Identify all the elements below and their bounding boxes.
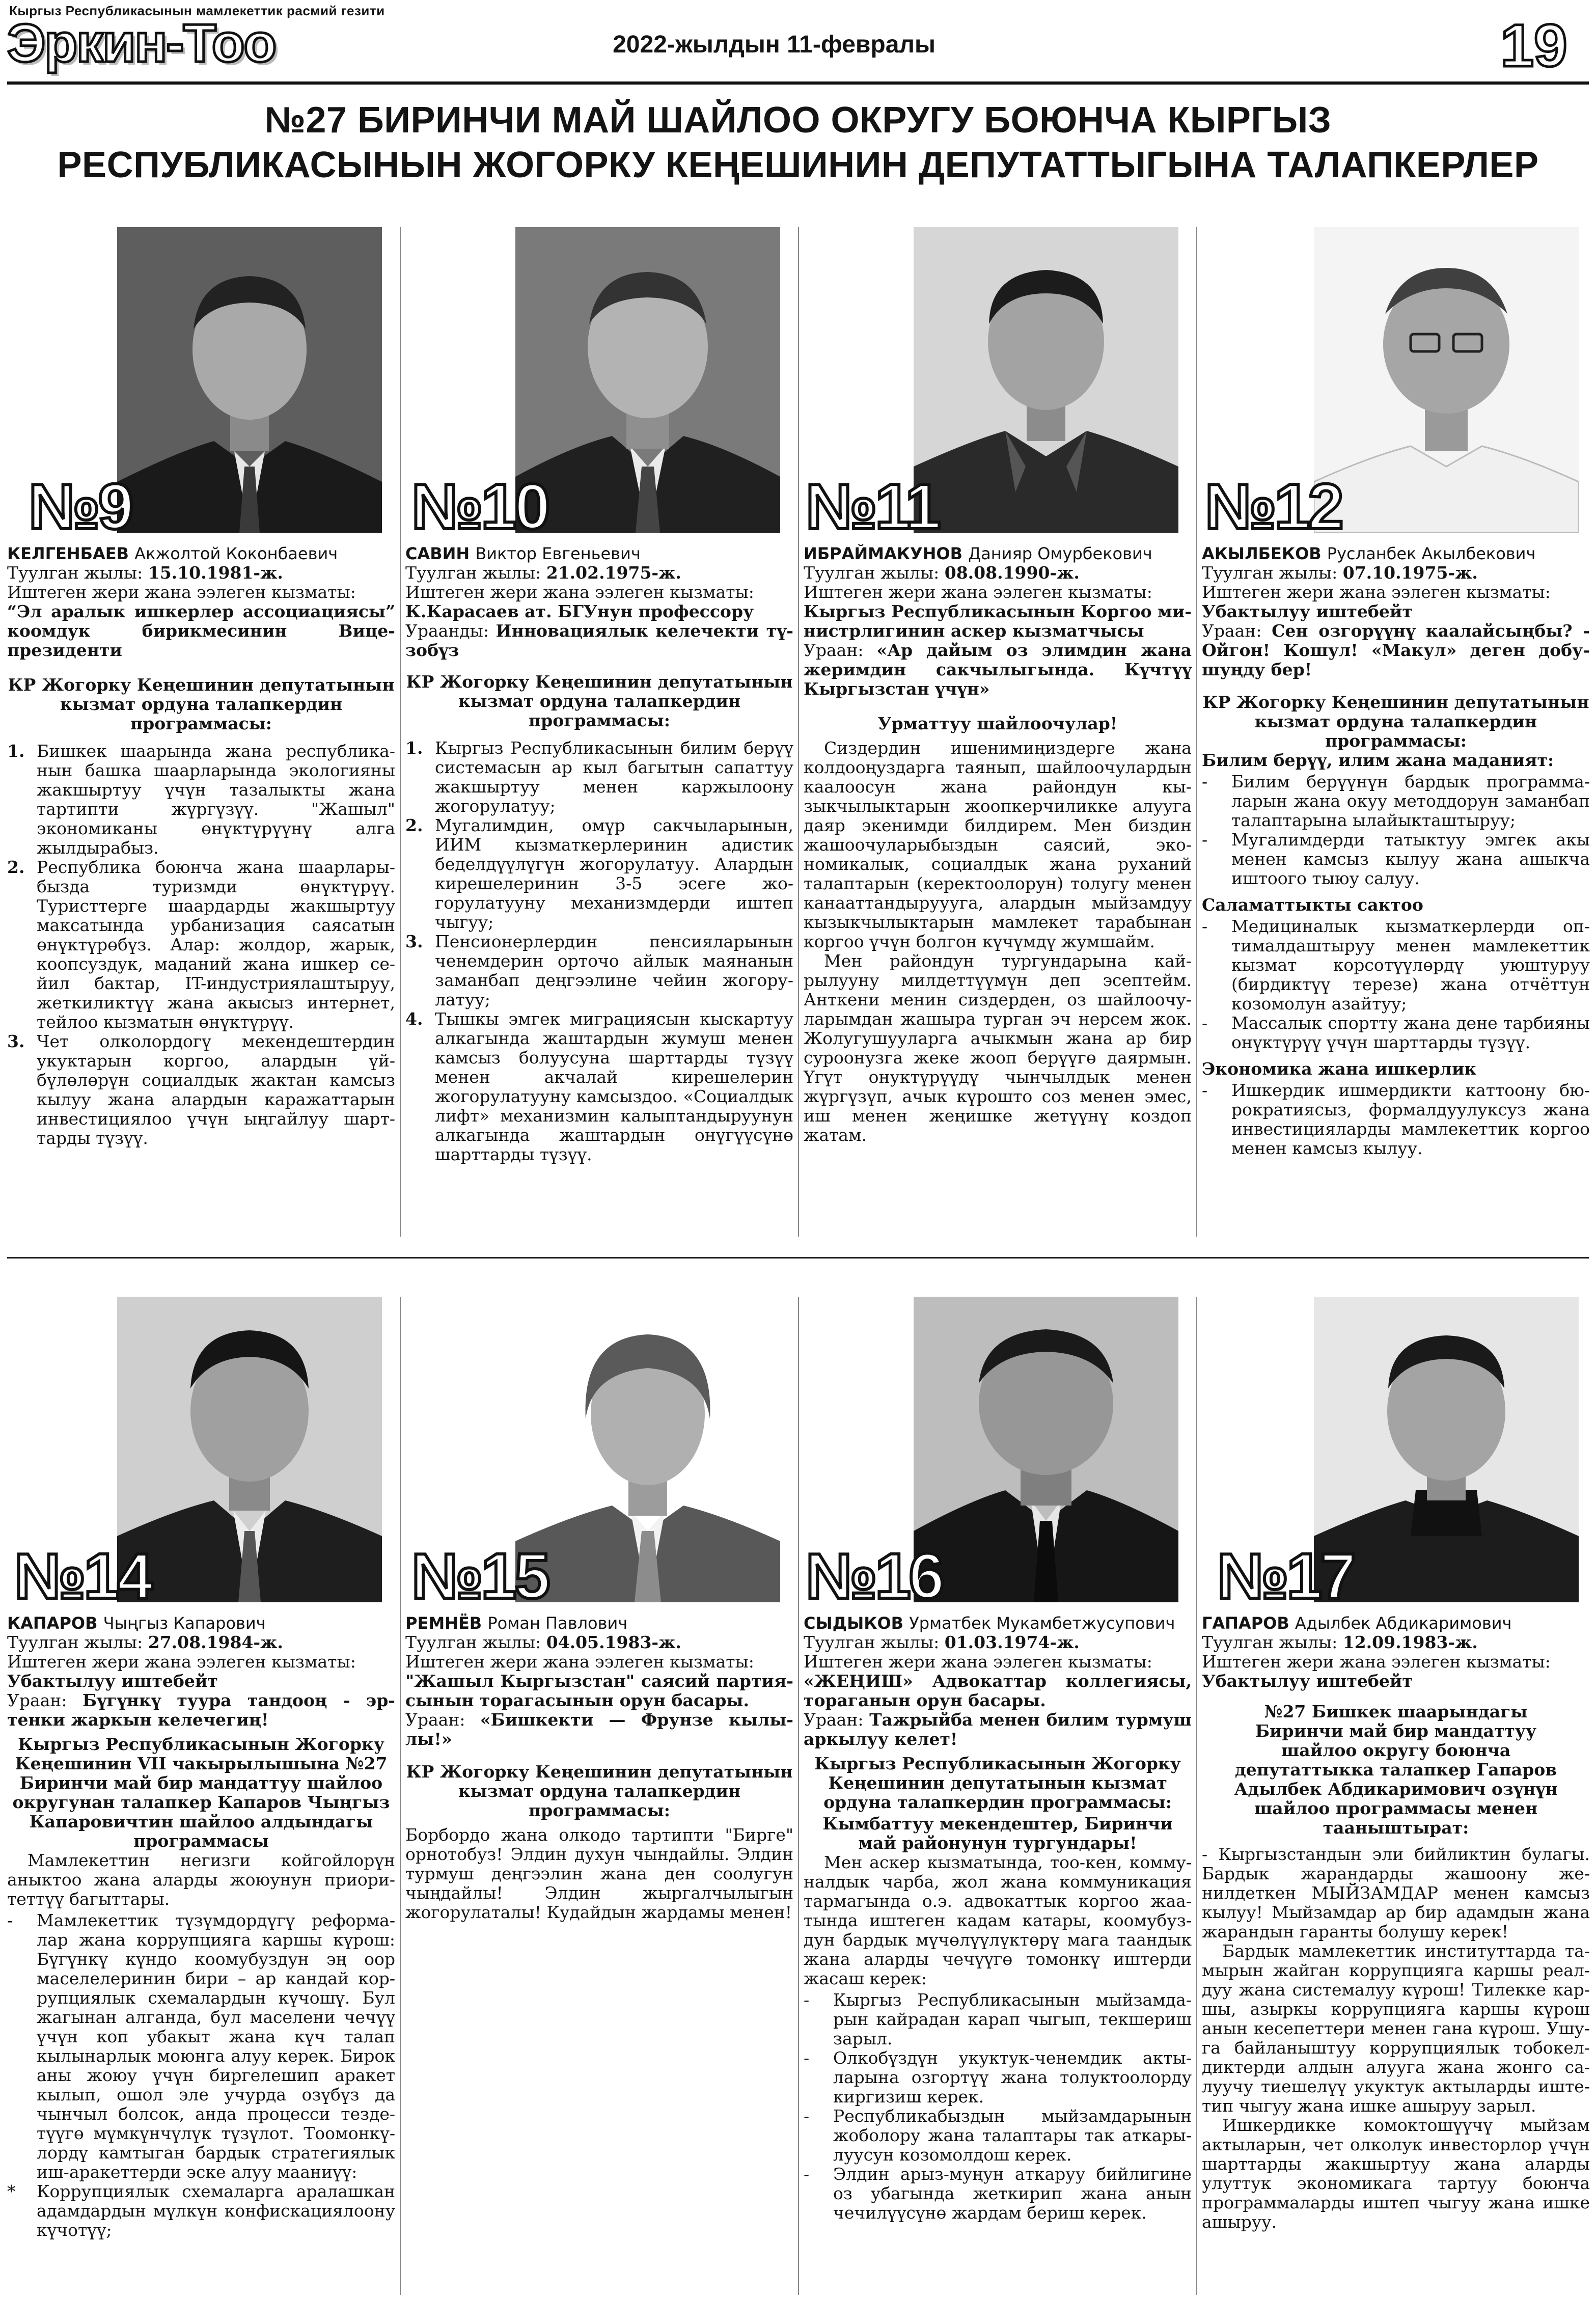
masthead <box>0 0 1596 81</box>
candidate-number: №15 <box>411 1540 548 1612</box>
column-divider <box>400 227 401 1237</box>
candidate-name: ГАПАРОВ Адылбек Абдикаримович <box>1202 1614 1512 1633</box>
masthead-subtitle: Кыргыз Республикасынын мамлекеттик расмий гезити <box>9 3 385 18</box>
candidate-number: №9 <box>29 471 132 542</box>
candidate-number: №14 <box>14 1540 151 1612</box>
workplace: Убактылуу иштебейт <box>7 1671 218 1691</box>
body-paragraph: Мамлекеттин негизги койгойлорүн аныктоо жана аларды жоюунун приоритеттүү багыттары. <box>7 1850 395 1909</box>
list-item: - Мамлекеттик түзүмдордүгү реформалар жана коррупцияга каршы күрош: Бүгүнкү күндо коомубуздун эң оор маселелеринин бири – ар кандай коррупциялык схемалардын күчошү. Бул жагынан алганда, бул маселени чечүү үчүн коп убакыт жана күч талап кылынарлык моюнга алуу керек. Бирок аны жоюу үчүн биргелешип аракет кылып, ошол эле учурда озүбүз да чынчыл болсок, анда процесси тездетүүгө мүмкүнчүлүк түзүлот. Тоомонкүлордү камтыган бардык стратегиялык иш-аракеттерди эске алуу мааниүү: <box>7 1910 395 2182</box>
list-item: - Массалык спортту жана дене тарбияны онүктүрүү үчүн шарттарды түзүү. <box>1202 1013 1590 1052</box>
candidate-photo <box>117 1297 382 1602</box>
bullet-list <box>1202 772 1590 888</box>
list-item: - Билим берүүнүн бардык программаларын жана окуу методдорун заманбап талаптарына ылайыкташтыруу; <box>1202 772 1590 830</box>
program-heading: КР Жогорку Кеңешинин депутатынын кызмат ордуна талапкердин программасы: <box>8 675 395 733</box>
birth-date: 12.09.1983-ж. <box>1342 1632 1478 1652</box>
workplace: К.Карасаев ат. БГУнун профессору <box>405 601 754 621</box>
body-paragraph: Мен аскер кызматында, тоо-кен, коммуналдык чарба, жол жана коммуникация тармагында о.э. адвокаттык коргоо жаатында иштеген кадам катары, коомубуздун бардык мүчөлүүлүктөрү мага таандык жана аларды чечүүгө томонкү иштерди жасаш керек: <box>804 1852 1192 1988</box>
list-item: - Элдин арыз-муңун аткаруу бийлигине оз убагында жеткирип жана анын чечилүүсүнө жардам бериш керек. <box>804 2164 1192 2223</box>
birth-date: 15.10.1981-ж. <box>148 563 283 583</box>
candidate-photo <box>515 1297 780 1602</box>
body-paragraph: Ишкердикке комоктошүүчү мыйзам актыларын, чет олколук инвесторлор үчүн шарттарды жакшыртуу жана аларды улуттук экономикага тартуу боюнча программаларды иштеп чыгуу жана ишке ашыруу. <box>1202 2115 1590 2232</box>
bullet-list <box>7 1911 395 2240</box>
list-item: 1. Кыргыз Республикасынын билим берүү системасын ар кыл багытын сапаттуу жакшыртуу менен каржылоону жогорулатуу; <box>405 738 793 816</box>
body-paragraph: Бардык мамлекеттик институттарда тамырын жайган коррупцияга каршы реалдуу жана системалуу күрош! Тилекке каршы, азыркы коррупцияга каршы күрош анын кесепеттери менен гана күрош. Ушуга байланыштуу коррупциялык тобокелдиктерди алдын алууга жана жонго салуучу тиешелүү укуктук актыларды иштетип чыгуу жана ишке ашыруу зарыл. <box>1202 1941 1590 2116</box>
candidate-name: ИБРАЙМАКУНОВ Данияр Омурбекович <box>804 544 1152 563</box>
bullet-list <box>1202 1081 1590 1158</box>
candidate-number: №11 <box>806 471 939 542</box>
candidate-name: СЫДЫКОВ Урматбек Мукамбетжусупович <box>804 1614 1175 1633</box>
list-item: 1. Бишкек шаарында жана республиканын башка шаарларында экологияны жакшыртуу үчүн тазалыкты жана тартипти жүргүзүү. "Жашыл" экономиканы өнүктүрүүнү алга жылдырабыз. <box>7 741 395 858</box>
page-number: 19 <box>1498 17 1570 74</box>
program-heading: Кыргыз Республикасынын Жогорку Кеңешинин VII чакырылышына №27 Биринчи май бир мандаттуу шайлоо округунан талапкер Капаров Чыңгыз Капаровичтин шайлоо алдындагы программасы <box>12 1734 390 1851</box>
column-divider <box>1196 1297 1197 2295</box>
list-item: 3. Чет олколордогү мекендештердин укуктарын коргоо, алардын үй-бүлөлөрүн социалдык жактан камсыз кылуу жана алардын каражаттарын инвестициялоо үчүн ыңгайлуу шарттарды түзүү. <box>7 1031 395 1148</box>
column-divider <box>1196 227 1197 1237</box>
workplace: Кыргыз Республикасынын Коргоо министрлигинин аскер кызматчысы <box>804 601 1192 641</box>
candidate-number: №12 <box>1205 471 1342 542</box>
candidate-name: РЕМНЁВ Роман Павлович <box>405 1614 628 1633</box>
slogan: Ураан: Сен озгорүүнү каалайсыңбы? - Ойгон! Кошул! «Макул» деген добушуңду бер! <box>1202 621 1590 679</box>
candidate-photo <box>914 1297 1178 1602</box>
birth-date: 01.03.1974-ж. <box>944 1632 1080 1652</box>
body-paragraph: - Кыргызстандын эли бийликтин булагы. Бардык жарандарды жашоону женилдеткен МЫЙЗАМДАР менен камсыз кылуу! Мыйзамдар ар бир адамдын жана жарандын гаранты болушу керек! <box>1202 1844 1590 1941</box>
list-item: - Кыргыз Республикасынын мыйзамдарын кайрадан карап чыгып, текшериш зарыл. <box>804 1990 1192 2048</box>
slogan: Ураан: Бүгүнкү туура тандооң - эртенки жаркын келечегиң! <box>7 1690 395 1730</box>
slogan: Ураанды: Инновациялык келечекти түзобүз <box>405 621 793 660</box>
issue-date: 2022-жылдын 11-февралы <box>613 31 935 58</box>
candidate-name: САВИН Виктор Евгеньевич <box>405 544 641 563</box>
slogan: Ураан: «Бишкекти — Фрунзе кылылы!» <box>405 1710 793 1749</box>
column-divider <box>400 1297 401 2295</box>
page-headline <box>51 98 1545 187</box>
program-heading: КР Жогорку Кеңешинин депутатынын кызмат ордуна талапкердин программасы: <box>406 1762 793 1820</box>
candidate-number: №17 <box>1217 1540 1354 1612</box>
program-heading: Кыргыз Республикасынын Жогорку Кеңешинин депутатынын кызмат ордуна талапкердин программасы: <box>814 1754 1181 1812</box>
list-item: - Медициналык кызматкерлерди оптималдаштыруу менен мамлекеттик кызмат корсотүүлөрдү уюштуруу (бирдиктүү терезе) жана отчёттун козомолун азайтуу; <box>1202 916 1590 1014</box>
candidate-photo <box>1314 227 1579 533</box>
program-heading: КР Жогорку Кеңешинин депутатынын кызмат ордуна талапкердин программасы: <box>406 672 793 730</box>
list-item: - Республикабыздын мыйзамдарынын жоболору жана талаптары так аткарылуусун козомолдош керек. <box>804 2106 1192 2165</box>
birth-date: 08.08.1990-ж. <box>944 563 1080 583</box>
greeting: Кымбаттуу мекендештер, Биринчи май районунун тургундары! <box>822 1814 1173 1853</box>
bullet-list <box>1202 917 1590 1052</box>
bullet-list <box>804 1990 1192 2223</box>
candidate-number: №16 <box>806 1540 943 1612</box>
birth-date: 21.02.1975-ж. <box>546 563 681 583</box>
section-heading: Билим берүү, илим жана маданият: <box>1202 750 1554 770</box>
section-divider <box>7 1257 1589 1259</box>
slogan: Ураан: «Ар дайым оз элимдин жана жеримдин сакчылыгында. Күчтүү Кыргызстан үчүн» <box>804 640 1192 699</box>
newspaper-logo: Эркин-Тоо <box>7 13 276 73</box>
candidate-photo <box>515 227 780 533</box>
greeting: Урматтуу шайлоочулар! <box>877 714 1118 733</box>
candidate-photo <box>117 227 382 533</box>
program-list <box>405 739 793 1164</box>
workplace: Убактылуу иштебейт <box>1202 1671 1413 1691</box>
list-item: - Ишкердик ишмердикти каттоону бюрократиясыз, формалдуулуксуз жана инвестицияларды мамлекеттик коргоо менен камсыз кылуу. <box>1202 1080 1590 1158</box>
candidate-number: №10 <box>411 471 548 542</box>
body-paragraph: Борбордо жана олкодо тартипти "Бирге" орнотобуз! Элдин духун чындайлы. Элдин турмуш деңгээлин жана ден соолугун чыңдайлы! Элдин жыргалчылыгын жогорулаталы! Кудайдын жардамы менен! <box>405 1825 793 1922</box>
body-paragraph: Сиздердин ишенимиңиздерге жана колдооңуздарга таянып, шайлоочулардын каалоосун жана райондун кызыкчылыктарын жоопкерчиликке алууга даяр экенимди билдирем. Мен биздин жашоочуларыбыздын саясий, экономикалык, социалдык жана руханий талаптарын (керектоолорун) толугу менен канааттандыруууга, алардын мыйзамдуу кызыкчылыктарын мамлекет тарабынан коргоо үчүн болгон күчүмдү жумшайм. <box>804 738 1192 951</box>
candidate-photo <box>914 227 1178 533</box>
section-heading: Экономика жана ишкерлик <box>1202 1059 1477 1079</box>
headline-line-2: РЕСПУБЛИКАСЫНЫН ЖОГОРКУ КЕҢЕШИНИН ДЕПУТАТТЫГЫНА ТАЛАПКЕРЛЕР <box>57 145 1539 185</box>
birth-date: 27.08.1984-ж. <box>148 1632 283 1652</box>
column-divider <box>798 1297 799 2295</box>
list-item: 4. Тышкы эмгек миграциясын кыскартуу алкагында жаштардын жумуш менен камсыз болуусуна шарттарды түзүү менен акчалай кирешелерин жогорулатууну камсыздоо. «Социалдык лифт» механизмин калыптандыруунун алкагында жаштардын онүгүүсүнө шарттарды түзүү. <box>405 1009 793 1164</box>
list-item: 2. Мугалимдин, омүр сакчыларынын, ИИМ кызматкерлеринин адистик беделдүүлүгүн жогорулатуу. Алардын кирешелеринин 3-5 эсеге жогорулатууну механизмдерди иштеп чыгуу; <box>405 815 793 932</box>
candidate-name: АКЫЛБЕКОВ Русланбек Акылбекович <box>1202 544 1536 563</box>
list-item: 2. Республика боюнча жана шаарларыбызда туризмди өнүктүрүү. Туристтерге шаардарды жакшыртуу максатында урбанизация саясатын өнүктүрөбүз. Алар: жолдор, жарык, коопсуздук, маданий жана ишкер сейил бактар, IT-индустриялаштыруу, жеткиликтүү жана акысыз интернет, тейлоо кызматын өнүктүрүү. <box>7 857 395 1032</box>
program-heading: №27 Бишкек шаарындагы Биринчи май бир мандаттуу шайлоо округу боюнча депутаттыкка талапкер Гапаров Адылбек Абдикаримович озүнүн шайлоо программасы менен тааныштырат: <box>1234 1702 1558 1838</box>
list-item: * Коррупциялык схемаларга аралашкан адамдардын мүлкүн конфискациялоону күчотүү; <box>7 2181 395 2240</box>
body-paragraph: Мен райондун тургундарына кайрылууну милдеттүүмүн деп эсептейм. Анткени менин сиздерден, оз шайлоочуларымдан жашыра турган эч нерсем жок. Жолугушууларга ачыкмын жана ар бир суроонузга жеке жооп берүүгө даярмын. Үгүт онуктүрүүдү чынчылдык менен жүргүзүп, ачык күрошто соз менен эмес, иш менен жеңишке жетүүнү коздоп жатам. <box>804 951 1192 1145</box>
candidate-name: КАПАРОВ Чыңгыз Капарович <box>7 1614 266 1633</box>
workplace: “Эл аралык ишкерлер ассоциациясы” коомдук бирикмесинин Вице-президенти <box>7 601 395 660</box>
workplace: «ЖЕҢИШ» Адвокаттар коллегиясы, тораганын орун басары. <box>804 1671 1192 1710</box>
workplace: "Жашыл Кыргызстан" саясий партиясынын торагасынын орун басары. <box>405 1671 793 1710</box>
birth-date: 04.05.1983-ж. <box>546 1632 681 1652</box>
list-item: - Олкобүздүн укуктук-ченемдик актыларына озгортүү жана толуктоолорду киргизиш керек. <box>804 2048 1192 2107</box>
list-item: - Мугалимдерди татыктуу эмгек акы менен камсыз кылуу жана ашыкча иштоого тыюу салуу. <box>1202 830 1590 888</box>
program-list <box>7 742 395 1148</box>
slogan: Ураан: Тажрыйба менен билим турмуш аркылуу келет! <box>804 1710 1192 1749</box>
list-item: 3. Пенсионерлердин пенсияларынын ченемдерин орточо айлык маянанын заманбап деңгээлине чейин жогорулатуу; <box>405 932 793 1009</box>
workplace: Убактылуу иштебейт <box>1202 601 1413 621</box>
headline-line-1: №27 БИРИНЧИ МАЙ ШАЙЛОО ОКРУГУ БОЮНЧА КЫРГЫЗ <box>264 100 1332 141</box>
candidate-name: КЕЛГЕНБАЕВ Акжолтой Коконбаевич <box>7 544 338 563</box>
masthead-rule <box>7 81 1589 85</box>
birth-date: 07.10.1975-ж. <box>1342 563 1478 583</box>
program-heading: КР Жогорку Кеңешинин депутатынын кызмат ордуна талапкердин программасы: <box>1202 692 1589 751</box>
column-divider <box>798 227 799 1237</box>
section-heading: Саламаттыкты сактоо <box>1202 895 1423 915</box>
